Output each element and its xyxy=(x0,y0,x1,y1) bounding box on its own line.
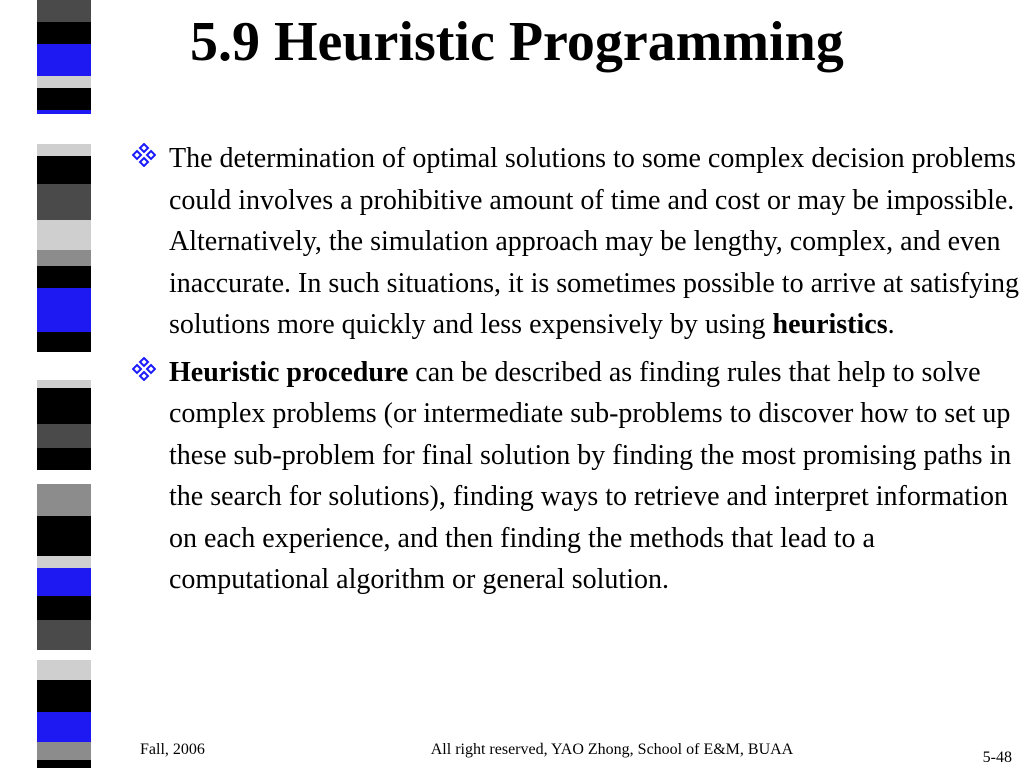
stripe-segment xyxy=(37,556,91,568)
stripe-segment xyxy=(37,596,91,620)
bullet-item-2 xyxy=(130,352,1020,601)
stripe-segment xyxy=(37,680,91,712)
stripe-segment xyxy=(37,620,91,650)
bullet-text: Heuristic procedure can be described as finding rules that help to solve complex problems (or intermediate sub-problems to discover how to set up these sub-problem for final solution by finding the most promising paths in the search for solutions), finding ways to retrieve and interpret information on each experience, and then finding the methods that lead to a computational algorithm or general solution. xyxy=(169,356,1012,595)
stripe-segment xyxy=(37,266,91,288)
stripe-segment xyxy=(37,220,91,250)
stripe-segment xyxy=(37,144,91,156)
stripe-segment xyxy=(37,712,91,742)
stripe-segment xyxy=(37,332,91,352)
bullet-text: The determination of optimal solutions to some complex decision problems could involves a prohibitive amount of time and cost or may be impossible. Alternatively, the simulation approach may be lengthy, complex, and even inaccurate. In such situations, it is sometimes possible to arrive at satisfying solutions more quickly and less expensively by using heuristics. xyxy=(169,143,1019,340)
bullet-item-1 xyxy=(130,138,1020,346)
stripe-segment xyxy=(37,156,91,184)
stripe-segment xyxy=(37,424,91,448)
stripe-segment xyxy=(37,76,91,88)
slide-title: 5.9 Heuristic Programming xyxy=(190,11,844,73)
stripe-segment xyxy=(37,250,91,266)
stripe-segment xyxy=(37,0,91,22)
decorative-stripe-bar xyxy=(37,0,91,768)
stripe-segment xyxy=(37,320,91,332)
stripe-segment xyxy=(37,288,91,320)
stripe-segment xyxy=(37,660,91,680)
stripe-segment xyxy=(37,388,91,424)
stripe-segment xyxy=(37,760,91,768)
stripe-segment xyxy=(37,484,91,516)
slide-number: 5-48 xyxy=(982,749,1012,766)
stripe-segment xyxy=(37,88,91,110)
stripe-segment xyxy=(37,114,91,144)
stripe-segment xyxy=(37,470,91,484)
footer-date: Fall, 2006 xyxy=(140,741,205,758)
four-diamond-icon xyxy=(132,357,156,381)
four-diamond-icon xyxy=(132,143,156,167)
footer-copyright: All right reserved, YAO Zhong, School of E&M, BUAA xyxy=(430,741,794,758)
stripe-segment xyxy=(37,380,91,388)
stripe-segment xyxy=(37,44,91,76)
stripe-segment xyxy=(37,184,91,220)
stripe-segment xyxy=(37,352,91,380)
stripe-segment xyxy=(37,22,91,44)
stripe-segment xyxy=(37,516,91,556)
stripe-segment xyxy=(37,650,91,660)
stripe-segment xyxy=(37,568,91,596)
stripe-segment xyxy=(37,448,91,470)
bullet-list xyxy=(130,138,1020,607)
